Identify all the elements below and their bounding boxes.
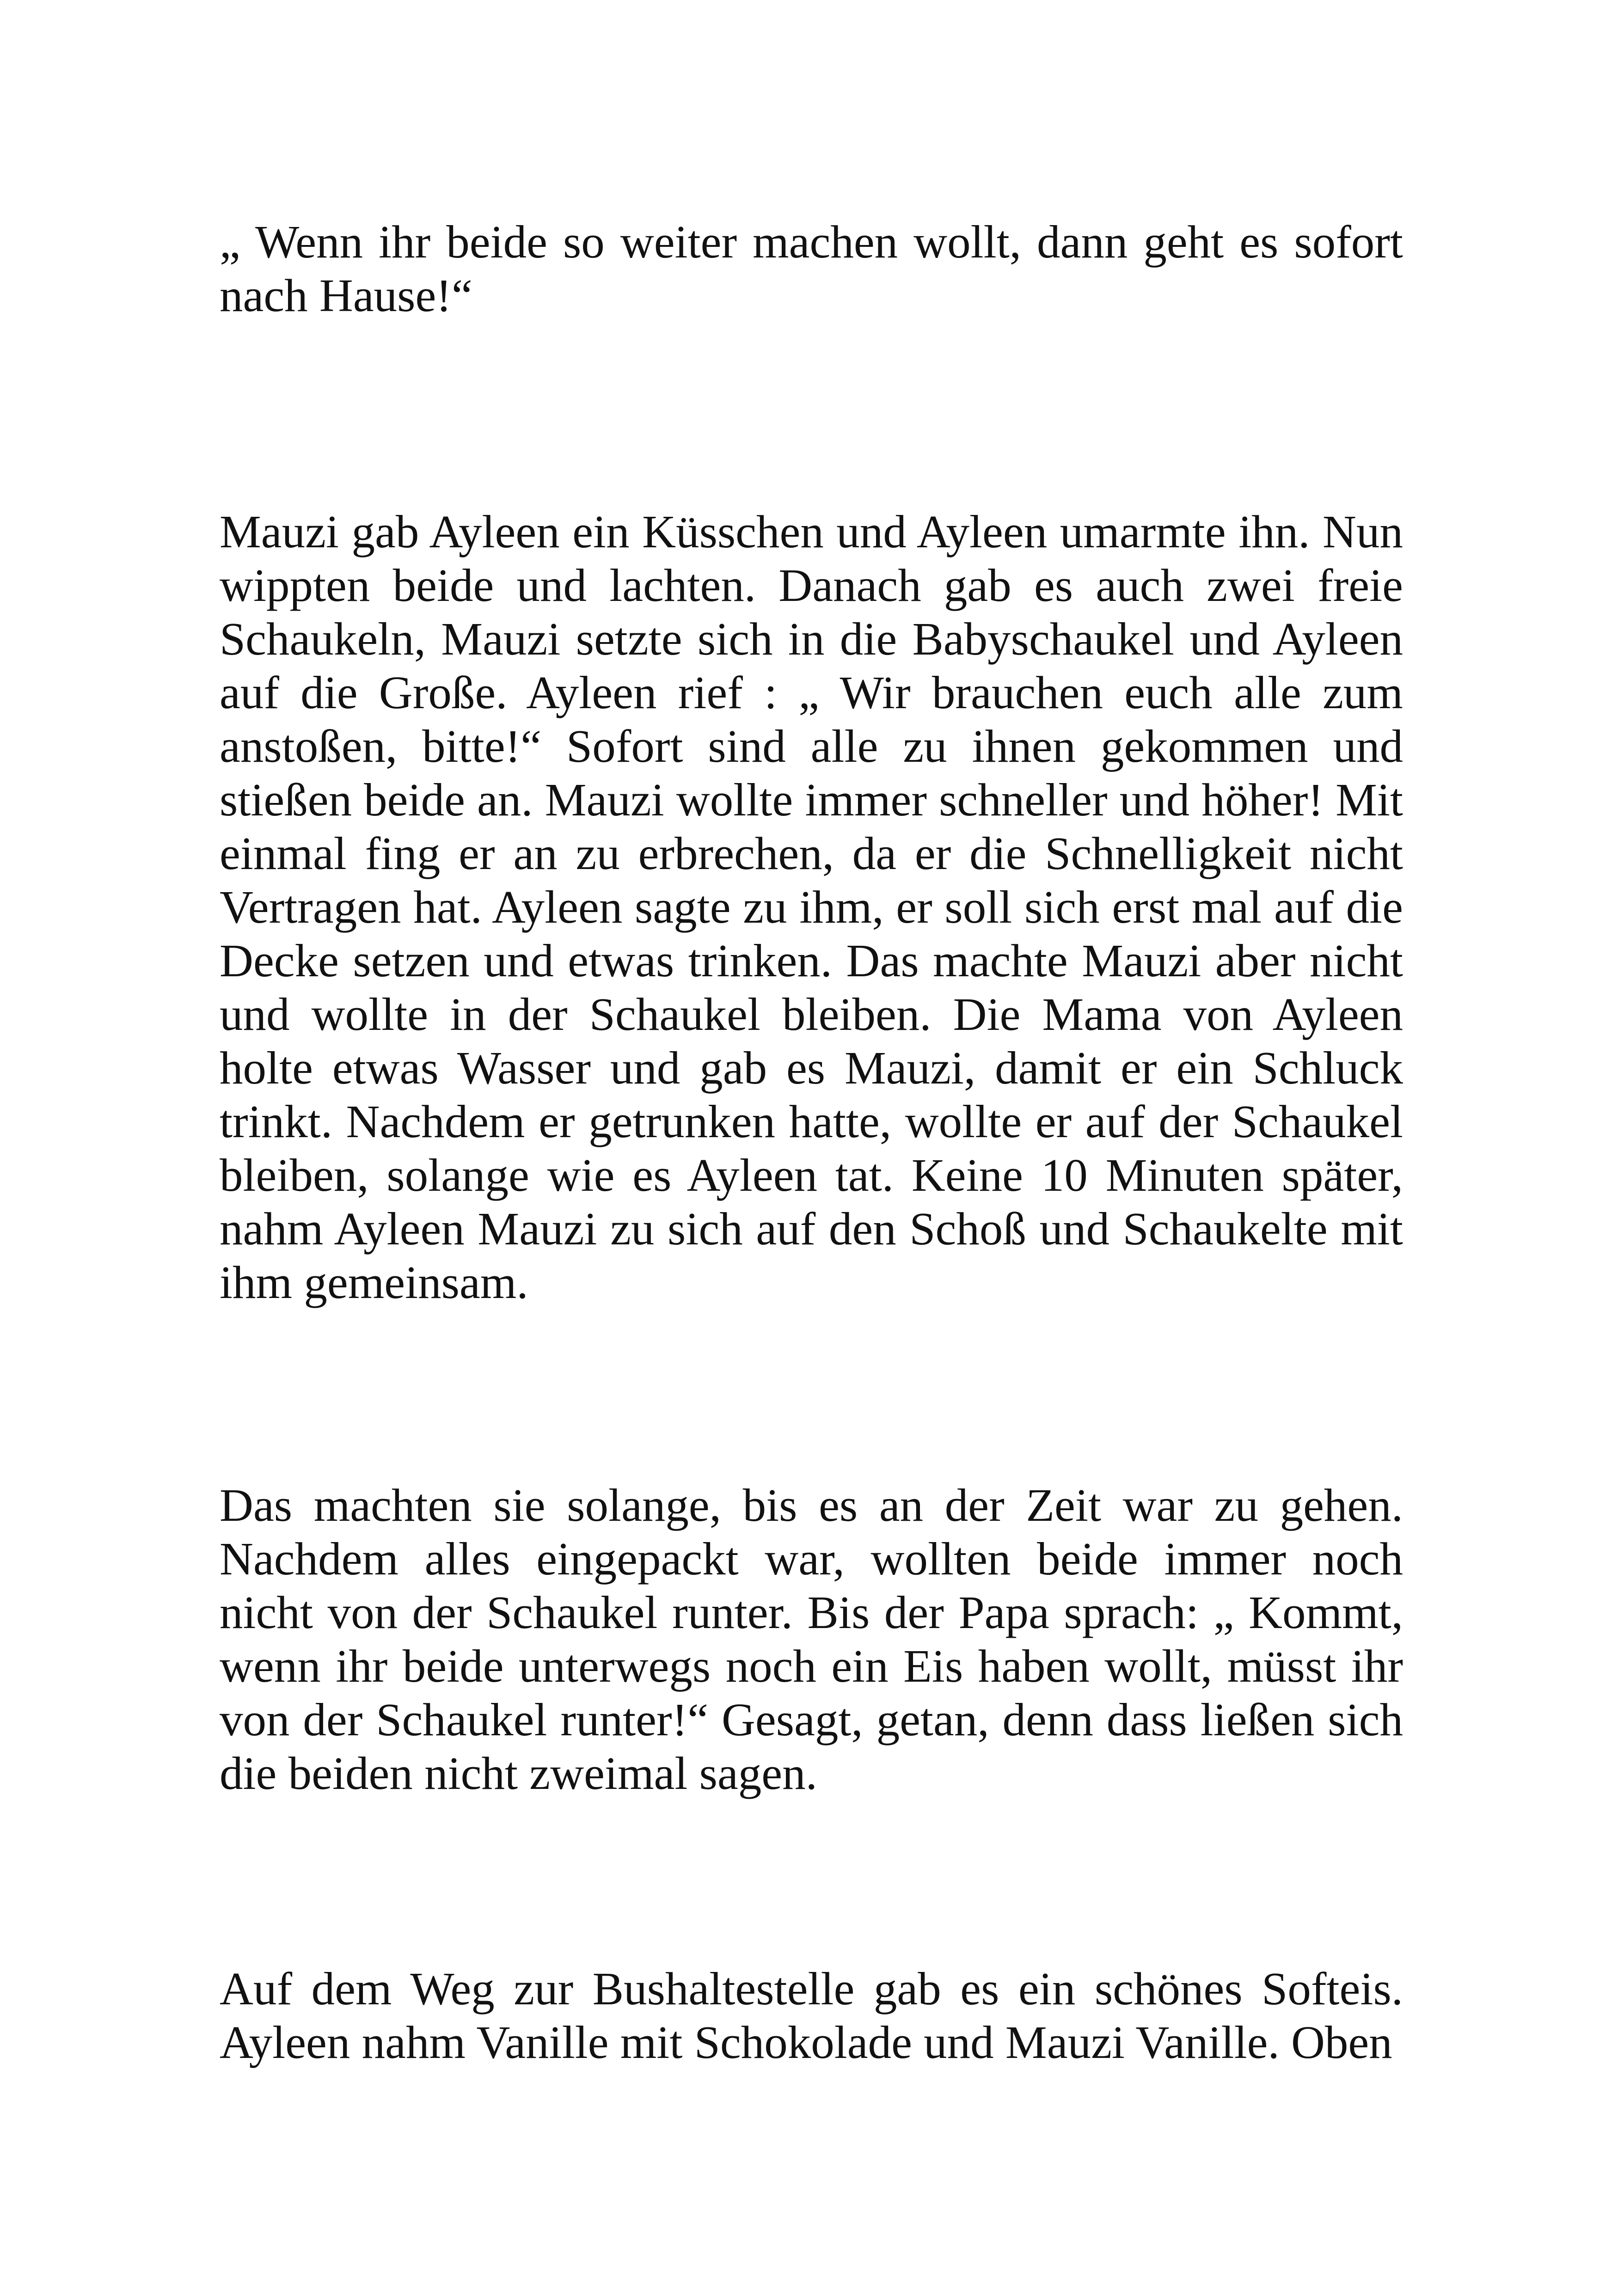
paragraph-2: Mauzi gab Ayleen ein Küsschen und Ayleen umarmte ihn. Nun wippten beide und lachten. Danach gab es auch zwei freie Schaukeln, Mauzi setzte sich in die Babyschaukel und Ayleen auf die Große. Ayleen rief : „ Wir brauchen euch alle zum anstoßen, bitte!“ Sofort sind alle zu ihnen gekommen und stießen beide an. Mauzi wollte immer schneller und höher! Mit einmal fing er an zu erbrechen, da er die Schnelligkeit nicht Vertragen hat. Ayleen sagte zu ihm, er soll sich erst mal auf die Decke setzen und etwas trinken. Das machte Mauzi aber nicht und wollte in der Schaukel bleiben. Die Mama von Ayleen holte etwas Wasser und gab es Mauzi, damit er ein Schluck trinkt. Nachdem er getrunken hatte, wollte er auf der Schaukel bleiben, solange wie es Ayleen tat. Keine 10 Minuten später, nahm Ayleen Mauzi zu sich auf den Schoß und Schaukelte mit ihm gemeinsam. [220, 506, 1403, 1308]
paragraph-4: Auf dem Weg zur Bushaltestelle gab es ein schönes Softeis. Ayleen nahm Vanille mit Schokolade und Mauzi Vanille. Oben [220, 1963, 1403, 2068]
paragraph-3: Das machten sie solange, bis es an der Zeit war zu gehen. Nachdem alles eingepackt war, wollten beide immer noch nicht von der Schaukel runter. Bis der Papa sprach: „ Kommt, wenn ihr beide unterwegs noch ein Eis haben wollt, müsst ihr von der Schaukel runter!“ Gesagt, getan, denn dass ließen sich die beiden nicht zweimal sagen. [220, 1479, 1403, 1799]
paragraph-1: „ Wenn ihr beide so weiter machen wollt, dann geht es sofort nach Hause!“ [220, 216, 1403, 321]
